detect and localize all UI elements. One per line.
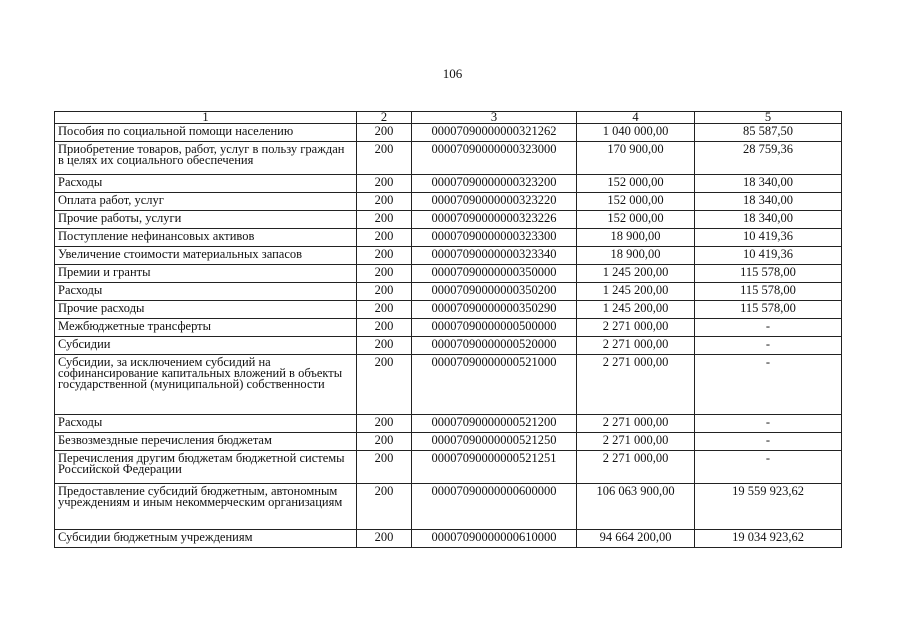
row-kbk: 00007090000000323200 <box>412 175 577 193</box>
table-row <box>55 211 842 229</box>
row-code: 200 <box>357 124 412 142</box>
row-fact: 28 759,36 <box>695 142 842 175</box>
table-row <box>55 247 842 265</box>
table-row <box>55 229 842 247</box>
row-fact: 115 578,00 <box>695 265 842 283</box>
row-kbk: 00007090000000323340 <box>412 247 577 265</box>
row-kbk: 00007090000000520000 <box>412 337 577 355</box>
row-code: 200 <box>357 337 412 355</box>
row-fact: 85 587,50 <box>695 124 842 142</box>
table-row <box>55 415 842 433</box>
row-fact: 18 340,00 <box>695 211 842 229</box>
row-kbk: 00007090000000600000 <box>412 484 577 530</box>
row-plan: 2 271 000,00 <box>577 337 695 355</box>
row-code: 200 <box>357 247 412 265</box>
column-header-1: 1 <box>55 112 357 124</box>
table-row <box>55 451 842 484</box>
row-plan: 2 271 000,00 <box>577 433 695 451</box>
row-fact: 115 578,00 <box>695 301 842 319</box>
row-code: 200 <box>357 229 412 247</box>
table-row <box>55 355 842 415</box>
row-kbk: 00007090000000323220 <box>412 193 577 211</box>
row-kbk: 00007090000000500000 <box>412 319 577 337</box>
table-row <box>55 265 842 283</box>
row-kbk: 00007090000000323226 <box>412 211 577 229</box>
row-kbk: 00007090000000350290 <box>412 301 577 319</box>
row-kbk: 00007090000000323300 <box>412 229 577 247</box>
table-row <box>55 319 842 337</box>
row-plan: 2 271 000,00 <box>577 355 695 415</box>
row-name: Межбюджетные трансферты <box>55 319 357 337</box>
row-name: Премии и гранты <box>55 265 357 283</box>
row-plan: 1 245 200,00 <box>577 301 695 319</box>
row-code: 200 <box>357 433 412 451</box>
row-code: 200 <box>357 211 412 229</box>
row-name: Прочие расходы <box>55 301 357 319</box>
row-fact: 19 034 923,62 <box>695 530 842 548</box>
table-row <box>55 193 842 211</box>
row-name: Расходы <box>55 175 357 193</box>
table-row <box>55 484 842 530</box>
table-row <box>55 301 842 319</box>
row-name: Субсидии <box>55 337 357 355</box>
row-code: 200 <box>357 355 412 415</box>
column-header-2: 2 <box>357 112 412 124</box>
row-name: Оплата работ, услуг <box>55 193 357 211</box>
row-kbk: 00007090000000521000 <box>412 355 577 415</box>
row-code: 200 <box>357 265 412 283</box>
budget-table <box>54 111 842 548</box>
row-kbk: 00007090000000323000 <box>412 142 577 175</box>
row-name: Расходы <box>55 283 357 301</box>
row-fact: 10 419,36 <box>695 247 842 265</box>
table-header-row <box>55 112 842 124</box>
page-number: 106 <box>442 66 463 81</box>
row-code: 200 <box>357 484 412 530</box>
row-plan: 170 900,00 <box>577 142 695 175</box>
row-fact: - <box>695 451 842 484</box>
row-code: 200 <box>357 142 412 175</box>
row-plan: 2 271 000,00 <box>577 319 695 337</box>
row-name: Предоставление субсидий бюджетным, автономным учреждениям и иным некоммерческим организациям <box>55 484 357 530</box>
row-plan: 1 245 200,00 <box>577 265 695 283</box>
row-kbk: 00007090000000521250 <box>412 433 577 451</box>
row-plan: 2 271 000,00 <box>577 451 695 484</box>
column-header-5: 5 <box>695 112 842 124</box>
row-fact: - <box>695 319 842 337</box>
row-plan: 152 000,00 <box>577 211 695 229</box>
table-row <box>55 142 842 175</box>
row-fact: 19 559 923,62 <box>695 484 842 530</box>
row-plan: 152 000,00 <box>577 193 695 211</box>
row-name: Субсидии, за исключением субсидий на софинансирование капитальных вложений в объекты государственной (муниципальной) собственности <box>55 355 357 415</box>
row-fact: 18 340,00 <box>695 193 842 211</box>
row-name: Приобретение товаров, работ, услуг в пользу граждан в целях их социального обеспечения <box>55 142 357 175</box>
row-plan: 1 245 200,00 <box>577 283 695 301</box>
row-fact: - <box>695 415 842 433</box>
row-code: 200 <box>357 415 412 433</box>
row-fact: 18 340,00 <box>695 175 842 193</box>
column-header-3: 3 <box>412 112 577 124</box>
row-code: 200 <box>357 451 412 484</box>
row-name: Поступление нефинансовых активов <box>55 229 357 247</box>
row-name: Расходы <box>55 415 357 433</box>
row-name: Прочие работы, услуги <box>55 211 357 229</box>
table-row <box>55 124 842 142</box>
table-row <box>55 433 842 451</box>
row-kbk: 00007090000000521200 <box>412 415 577 433</box>
table-row <box>55 337 842 355</box>
row-name: Безвозмездные перечисления бюджетам <box>55 433 357 451</box>
table-row <box>55 283 842 301</box>
row-fact: - <box>695 337 842 355</box>
row-code: 200 <box>357 301 412 319</box>
table-row <box>55 175 842 193</box>
row-plan: 18 900,00 <box>577 247 695 265</box>
row-kbk: 00007090000000350200 <box>412 283 577 301</box>
table-row <box>55 530 842 548</box>
row-plan: 106 063 900,00 <box>577 484 695 530</box>
row-code: 200 <box>357 175 412 193</box>
row-kbk: 00007090000000521251 <box>412 451 577 484</box>
column-header-4: 4 <box>577 112 695 124</box>
row-fact: 10 419,36 <box>695 229 842 247</box>
row-kbk: 00007090000000321262 <box>412 124 577 142</box>
row-plan: 94 664 200,00 <box>577 530 695 548</box>
row-name: Увеличение стоимости материальных запасов <box>55 247 357 265</box>
row-plan: 18 900,00 <box>577 229 695 247</box>
row-code: 200 <box>357 283 412 301</box>
row-plan: 152 000,00 <box>577 175 695 193</box>
row-code: 200 <box>357 530 412 548</box>
row-kbk: 00007090000000610000 <box>412 530 577 548</box>
row-name: Пособия по социальной помощи населению <box>55 124 357 142</box>
row-name: Субсидии бюджетным учреждениям <box>55 530 357 548</box>
row-fact: - <box>695 355 842 415</box>
row-name: Перечисления другим бюджетам бюджетной системы Российской Федерации <box>55 451 357 484</box>
row-plan: 2 271 000,00 <box>577 415 695 433</box>
row-code: 200 <box>357 193 412 211</box>
row-fact: 115 578,00 <box>695 283 842 301</box>
row-code: 200 <box>357 319 412 337</box>
row-kbk: 00007090000000350000 <box>412 265 577 283</box>
row-fact: - <box>695 433 842 451</box>
row-plan: 1 040 000,00 <box>577 124 695 142</box>
